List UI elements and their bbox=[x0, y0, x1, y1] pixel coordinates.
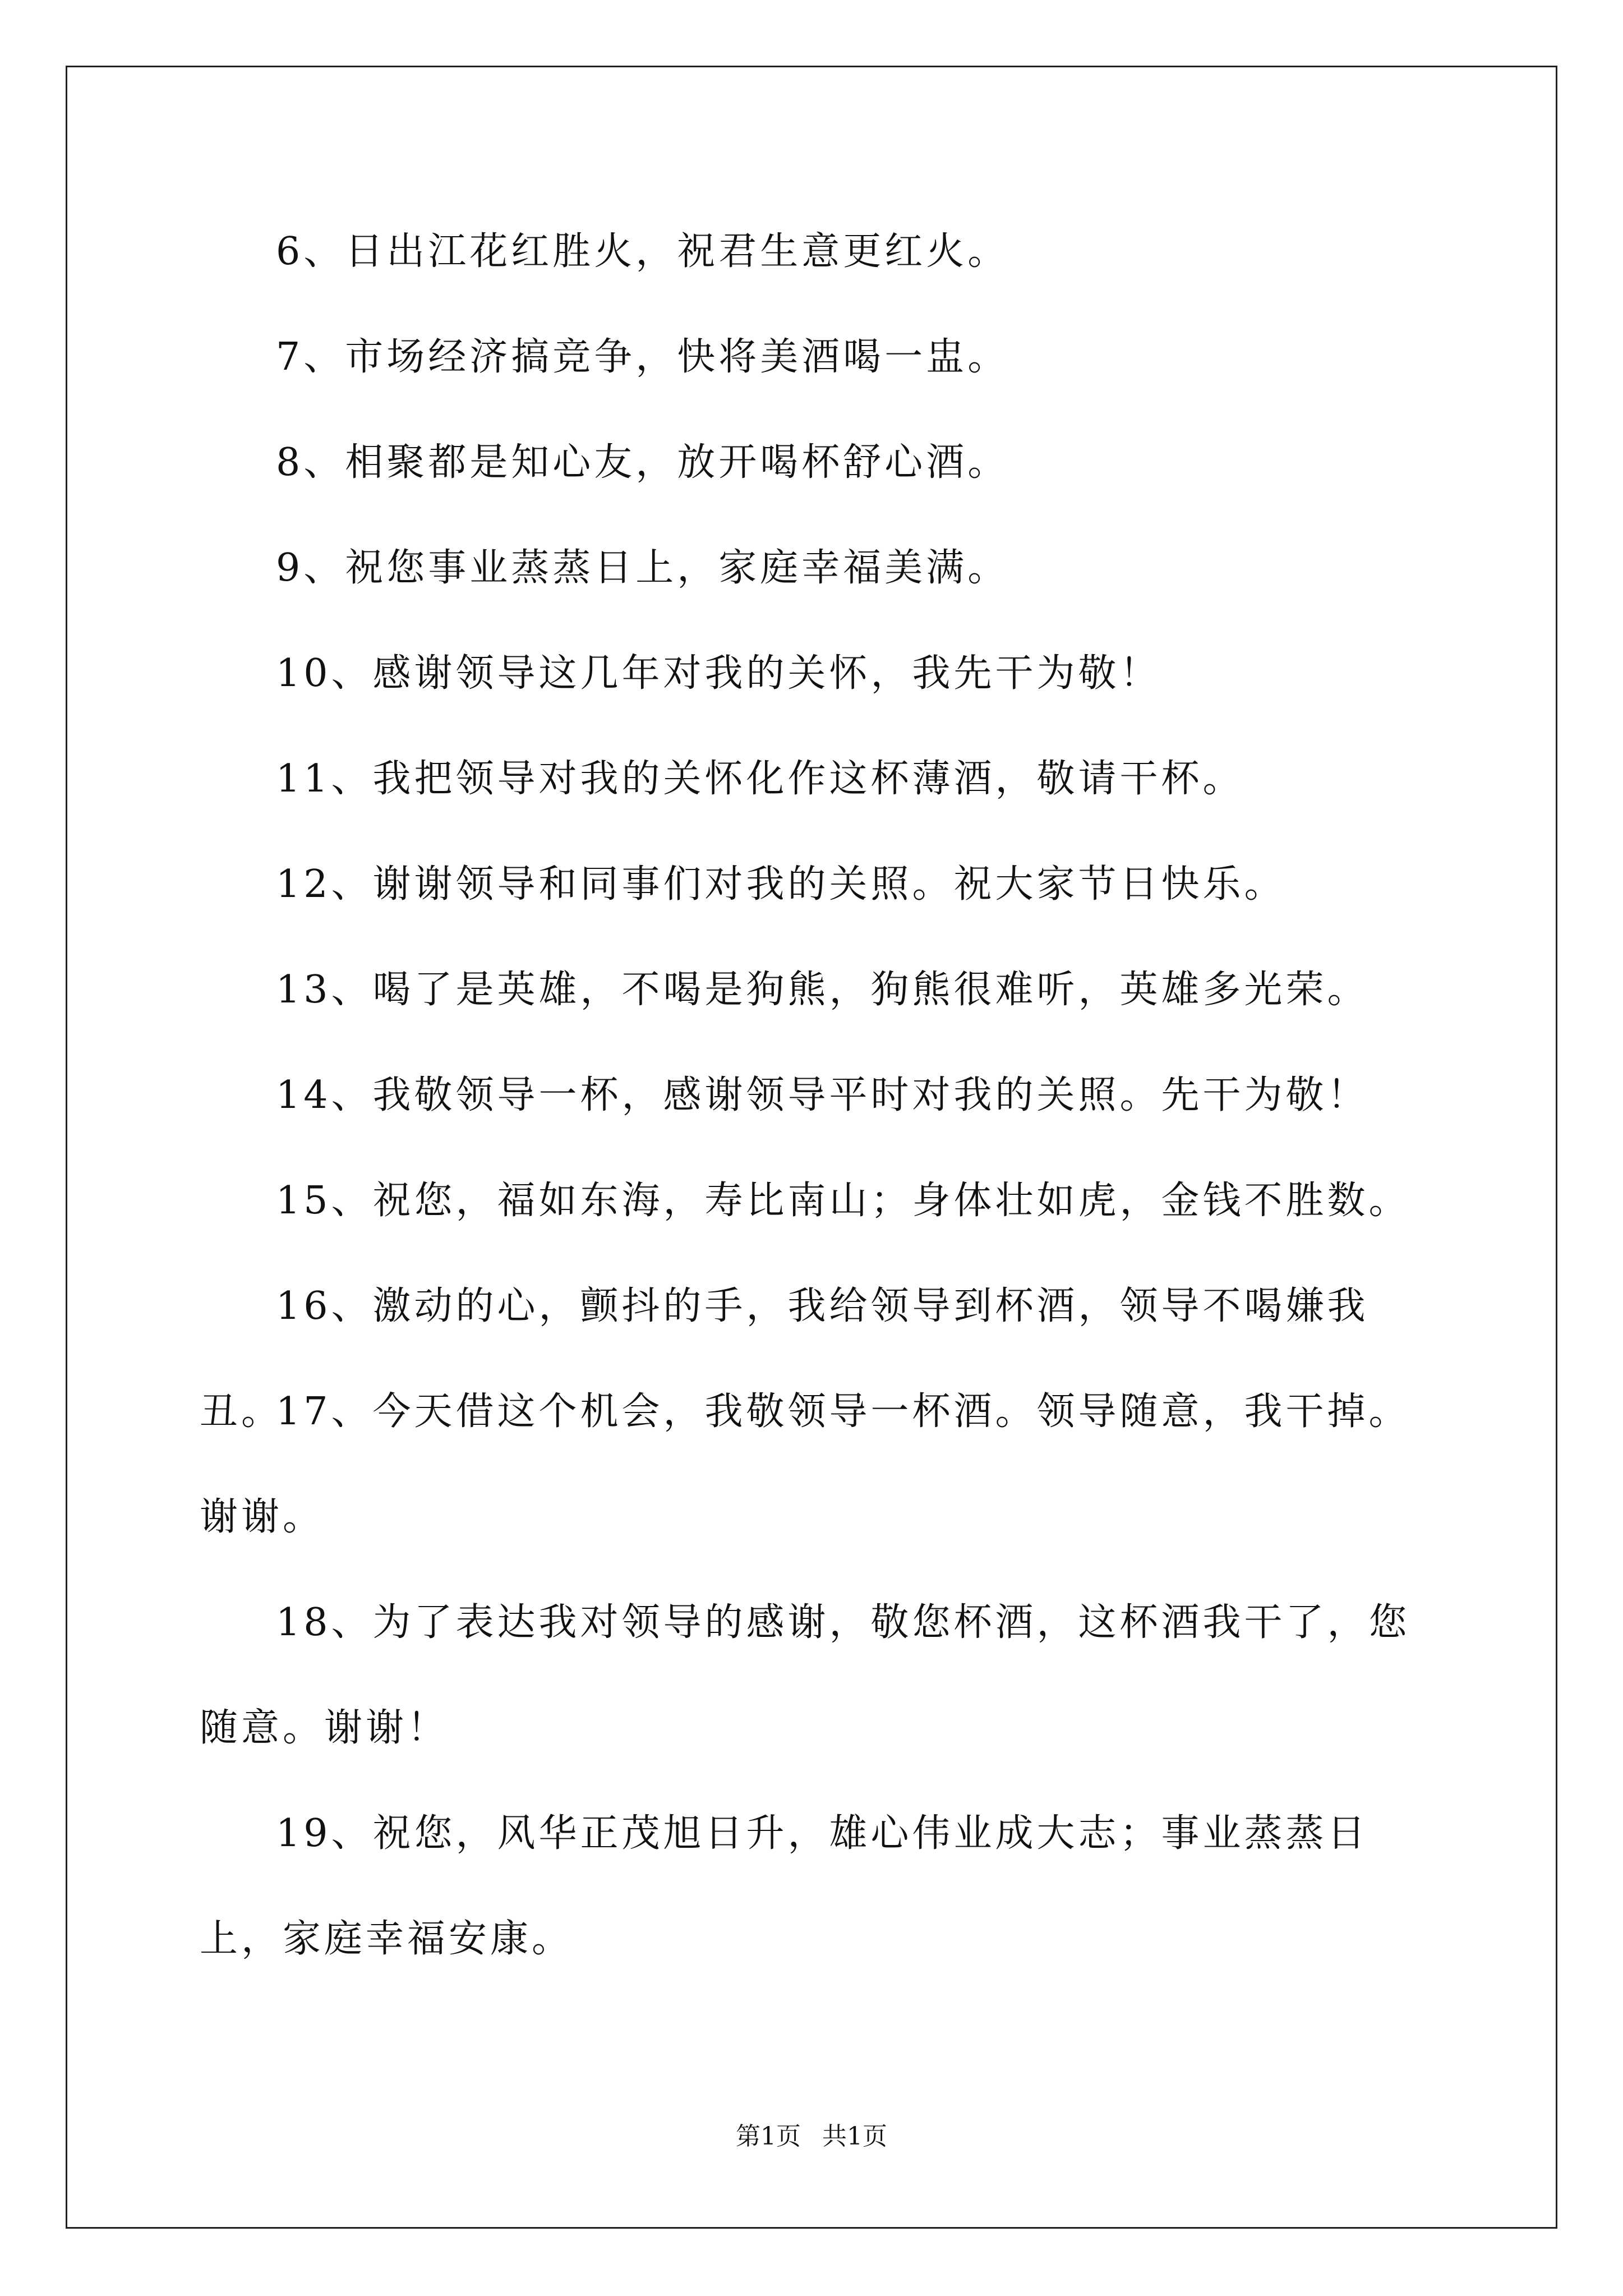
paragraph-14: 14、我敬领导一杯，感谢领导平时对我的关照。先干为敬！ bbox=[276, 1073, 1369, 1117]
page-total: 共1页 bbox=[822, 2122, 887, 2151]
paragraph-10: 10、感谢领导这几年对我的关怀，我先干为敬！ bbox=[276, 651, 1161, 696]
page-number: 第1页 bbox=[736, 2122, 801, 2151]
paragraph-9: 9、祝您事业蒸蒸日上，家庭幸福美满。 bbox=[276, 546, 1009, 590]
paragraph-15: 15、祝您，福如东海，寿比南山；身体壮如虎，金钱不胜数。 bbox=[276, 1179, 1410, 1223]
paragraph-7: 7、市场经济搞竞争，快将美酒喝一盅。 bbox=[276, 335, 1009, 379]
paragraph-6: 6、日出江花红胜火，祝君生意更红火。 bbox=[276, 229, 1009, 274]
page-footer bbox=[0, 2120, 1623, 2154]
paragraph-13: 13、喝了是英雄，不喝是狗熊，狗熊很难听，英雄多光荣。 bbox=[276, 968, 1369, 1012]
paragraph-19: 19、祝您，风华正茂旭日升，雄心伟业成大志；事业蒸蒸日上，家庭幸福安康。 bbox=[200, 1811, 1369, 1961]
paragraph-17: 17、今天借这个机会，我敬领导一杯酒。领导随意，我干掉。谢谢。 bbox=[200, 1389, 1410, 1539]
paragraph-12: 12、谢谢领导和同事们对我的关照。祝大家节日快乐。 bbox=[276, 862, 1286, 907]
paragraph-8: 8、相聚都是知心友，放开喝杯舒心酒。 bbox=[276, 440, 1009, 485]
paragraph-11: 11、我把领导对我的关怀化作这杯薄酒，敬请干杯。 bbox=[276, 757, 1244, 801]
paragraph-18: 18、为了表达我对领导的感谢，敬您杯酒，这杯酒我干了，您随意。谢谢！ bbox=[200, 1600, 1410, 1750]
paragraph-16: 16、激动的心，颤抖的手，我给领导到杯酒，领导不喝嫌我丑。 bbox=[200, 1284, 1369, 1434]
